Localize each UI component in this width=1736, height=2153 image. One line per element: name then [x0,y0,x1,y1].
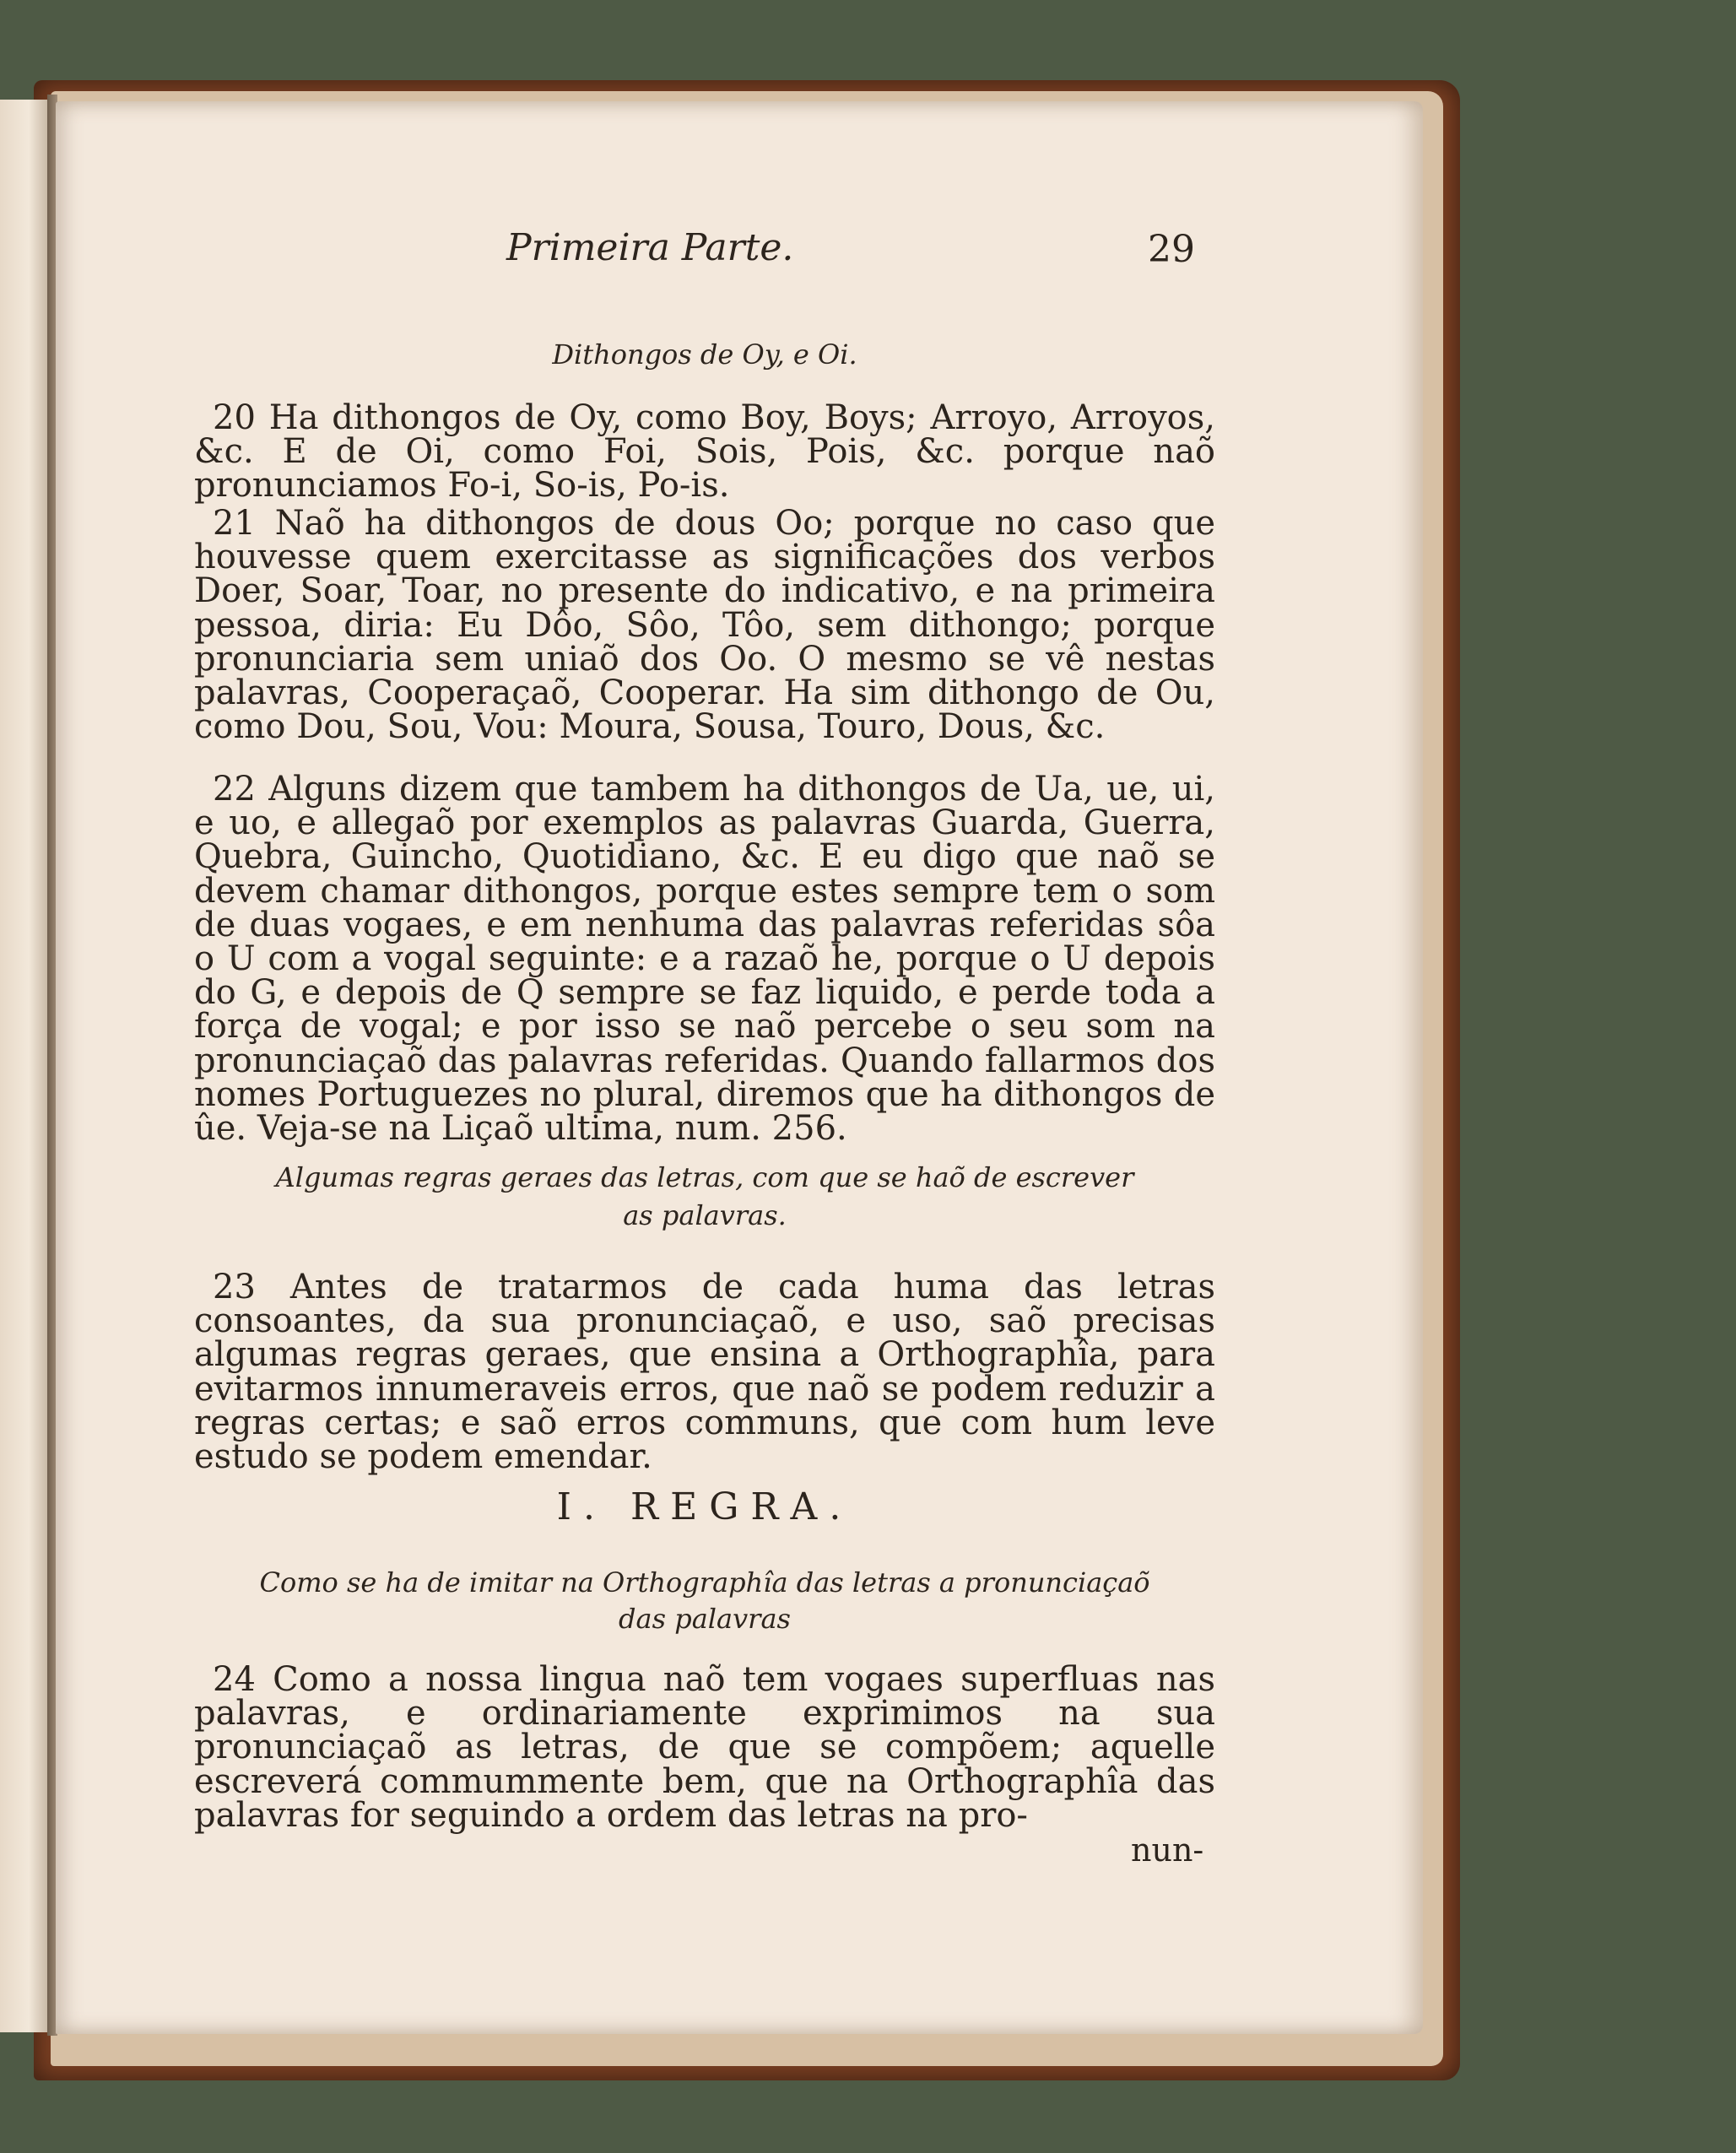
paragraph-20 [194,398,1215,506]
paragraph-24 [194,1660,1215,1835]
paragraph-22-text: 22 Alguns dizem que tambem ha dithongos de Ua, ue, ui, e uo, e allegaõ por exemplos as palavras Guarda, Guerra, Quebra, Guincho, Quotidiano, &c. E eu digo que naõ se devem chamar dithongos, porque estes sempre tem o som de duas vogaes, e em nenhuma das palavras referidas sôa o U com a vogal seguinte: e a razaõ he, porque o U depois do G, e depois de Q sempre se faz liquido, e perde toda a força de vogal; e por isso se naõ percebe o seu som na pronunciaçaõ das palavras referidas. Quando fallarmos dos nomes Portuguezes no plural, diremos que ha dithongos de ûe. Veja-se na Liçaõ ultima, num. 256. [194,770,1215,1149]
left-page-leaf [0,100,52,2032]
regra-subtitle-line2: das palavras [619,1603,791,1635]
regra-title: I. REGRA. [556,1485,853,1528]
section-heading-regras-line2: as palavras. [623,1199,787,1231]
paragraph-20-text: 20 Ha dithongos de Oy, como Boy, Boys; Arroyo, Arroyos, &c. E de Oi, como Foi, Sois, Pois, &c. porque naõ pronunciamos Fo-i, So-is, Po-is. [194,398,1215,506]
paragraph-23-text: 23 Antes de tratarmos de cada huma das letras consoantes, da sua pronunciaçaõ, e uso, saõ precisas algumas regras geraes, que ensina a Orthographîa, para evitarmos innumeraveis erros, que naõ se podem reduzir a regras certas; e saõ erros communs, que com hum leve estudo se podem emendar. [194,1268,1215,1477]
regra-subtitle-line1: Como se ha de imitar na Orthographîa das letras a pronunciaçaõ [259,1566,1150,1599]
paragraph-22 [194,770,1215,1149]
section-heading-regras-line1: Algumas regras geraes das letras, com que se haõ de escrever [275,1161,1134,1193]
paragraph-21 [194,504,1215,747]
section-heading-dithongos: Dithongos de Oy, e Oi. [552,338,857,371]
page-number: 29 [1148,228,1195,271]
catchword: nun- [1131,1831,1204,1869]
paragraph-21-text: 21 Naõ ha dithongos de dous Oo; porque no caso que houvesse quem exercitasse as significações dos verbos Doer, Soar, Toar, no presente do indicativo, e na primeira pessoa, diria: Eu Dôo, Sôo, Tôo, sem dithongo; porque pronunciaria sem uniaõ dos Oo. O mesmo se vê nestas palavras, Cooperaçaõ, Cooperar. Ha sim dithongo de Ou, como Dou, Sou, Vou: Moura, Sousa, Touro, Dous, &c. [194,504,1215,747]
running-head: Primeira Parte. [506,226,794,269]
paragraph-23 [194,1268,1215,1477]
paragraph-24-text: 24 Como a nossa lingua naõ tem vogaes superfluas nas palavras, e ordinariamente exprimimos na sua pronunciaçaõ as letras, de que se compõem; aquelle escreverá commummente bem, que na Orthographîa das palavras for seguindo a ordem das letras na pro- [194,1660,1215,1835]
